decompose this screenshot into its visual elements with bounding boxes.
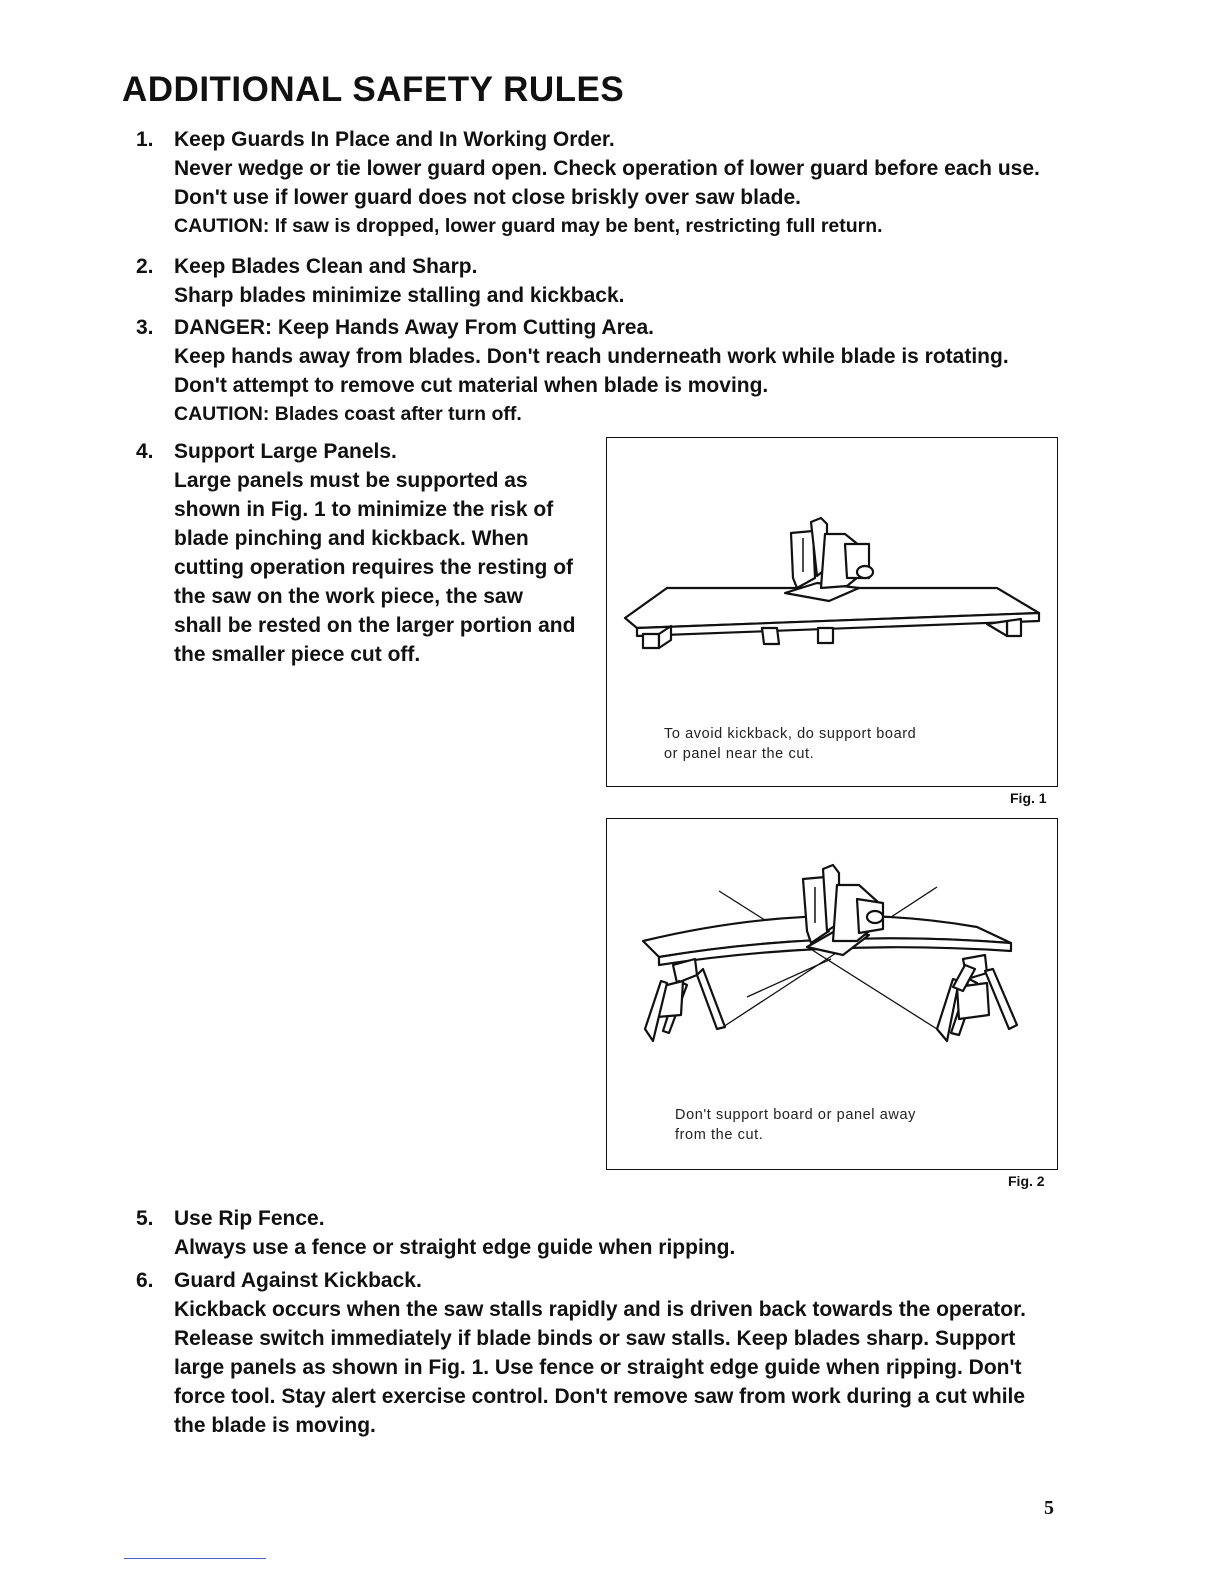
rule-body: Large panels must be supported as shown in Fig. 1 to minimize the risk of blade pinching and kickback. When cutting operation requires the resting of the saw on the work piece, the saw shall be rested on the larger portion and the smaller piece cut off. xyxy=(174,469,576,666)
figure-2 xyxy=(606,818,1058,1170)
rule-number: 4. xyxy=(136,440,154,463)
rule-body: Never wedge or tie lower guard open. Check operation of lower guard before each use. Don't use if lower guard does not close briskly over saw blade. xyxy=(174,157,1040,209)
rule-heading: DANGER: Keep Hands Away From Cutting Area. xyxy=(174,316,654,339)
rule-caution: CAUTION: If saw is dropped, lower guard may be bent, restricting full return. xyxy=(174,215,883,237)
rule-5 xyxy=(136,1204,1056,1262)
caption-line: To avoid kickback, do support board xyxy=(664,726,917,742)
rule-heading: Keep Guards In Place and In Working Order. xyxy=(174,128,615,151)
figure-1-label: Fig. 1 xyxy=(1010,790,1047,806)
rule-caution: CAUTION: Blades coast after turn off. xyxy=(174,403,522,425)
rule-heading: Keep Blades Clean and Sharp. xyxy=(174,255,478,278)
rule-2 xyxy=(136,252,1056,310)
rule-body: Keep hands away from blades. Don't reach underneath work while blade is rotating. Don't attempt to remove cut material when blade is moving. xyxy=(174,345,1009,397)
rule-3 xyxy=(136,313,1056,429)
rule-body: Kickback occurs when the saw stalls rapidly and is driven back towards the operator. Release switch immediately if blade binds or saw stalls. Keep blades sharp. Support large panels as shown in Fig. 1. Use fence or straight edge guide when ripping. Don't force tool. Stay alert exercise control. Don't remove saw from work during a cut while the blade is moving. xyxy=(174,1298,1026,1437)
rule-1 xyxy=(136,125,1056,241)
rule-number: 6. xyxy=(136,1269,154,1292)
rule-4 xyxy=(136,437,576,669)
caption-line: from the cut. xyxy=(675,1127,764,1143)
rule-6 xyxy=(136,1266,1056,1440)
figure-2-caption xyxy=(675,1105,916,1145)
rule-number: 1. xyxy=(136,128,154,151)
rule-body: Always use a fence or straight edge guide when ripping. xyxy=(174,1236,736,1259)
figure-1 xyxy=(606,437,1058,787)
page-number: 5 xyxy=(1044,1497,1054,1519)
rule-body: Sharp blades minimize stalling and kickback. xyxy=(174,284,625,307)
rule-number: 3. xyxy=(136,316,154,339)
rule-heading: Use Rip Fence. xyxy=(174,1207,325,1230)
caption-line: or panel near the cut. xyxy=(664,746,815,762)
rule-heading: Support Large Panels. xyxy=(174,440,397,463)
rule-number: 5. xyxy=(136,1207,154,1230)
rule-number: 2. xyxy=(136,255,154,278)
rule-heading: Guard Against Kickback. xyxy=(174,1269,422,1292)
footer-divider xyxy=(124,1558,266,1559)
caption-line: Don't support board or panel away xyxy=(675,1107,917,1123)
figure-1-caption xyxy=(664,724,916,764)
figure-2-label: Fig. 2 xyxy=(1008,1173,1045,1189)
page-title: ADDITIONAL SAFETY RULES xyxy=(122,70,625,109)
